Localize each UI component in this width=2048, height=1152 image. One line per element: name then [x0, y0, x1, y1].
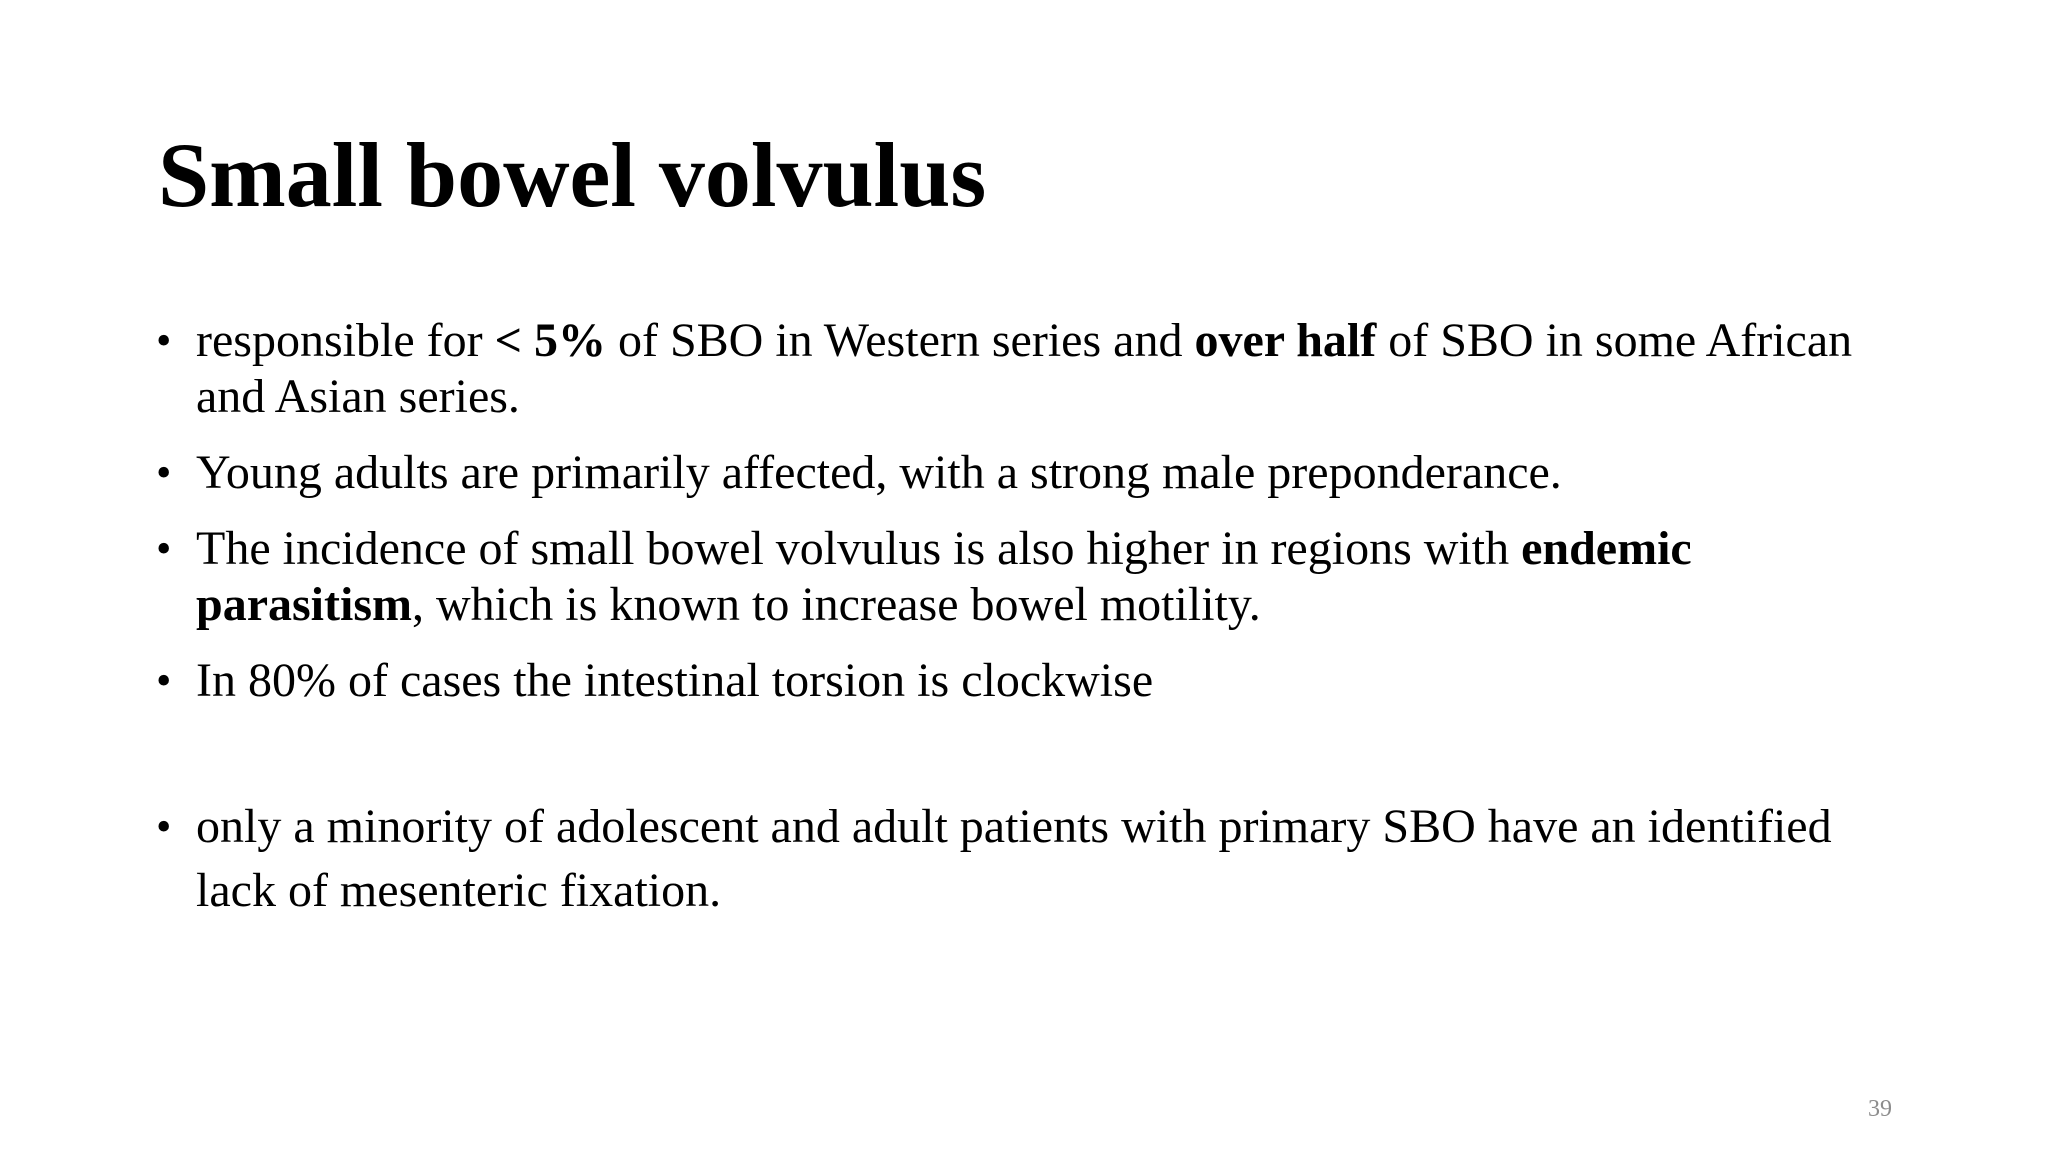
bullet-text	[196, 314, 1852, 423]
bullet-item	[150, 521, 1890, 633]
bullet-segment: responsible for	[196, 314, 495, 367]
bullet-segment: , which is known to increase bowel motility.	[412, 578, 1261, 631]
bullet-item	[150, 653, 1890, 709]
bullet-segment: Young adults are primarily affected, with a strong male preponderance.	[196, 446, 1562, 499]
bullet-list	[150, 313, 1890, 923]
bullet-text	[196, 800, 1832, 917]
bullet-dot-icon: •	[156, 802, 172, 851]
bullet-dot-icon: •	[156, 448, 172, 497]
bullet-segment: The incidence of small bowel volvulus is also higher in regions with	[196, 522, 1522, 575]
bullet-segment: In 80% of cases the intestinal torsion is clockwise	[196, 654, 1154, 707]
bullet-item	[150, 795, 1890, 923]
bullet-text	[196, 654, 1153, 707]
bullet-dot-icon: •	[156, 316, 172, 365]
bullet-segment: of SBO in some African and Asian series.	[196, 314, 1853, 423]
bullet-segment: of SBO in Western series and	[605, 314, 1195, 367]
page-number: 39	[1868, 1096, 1892, 1122]
bullet-segment-bold: over half	[1194, 314, 1377, 367]
bullet-text	[196, 446, 1562, 499]
bullet-segment-bold: < 5%	[494, 314, 606, 367]
bullet-item	[150, 445, 1890, 501]
bullet-text	[196, 522, 1692, 631]
bullet-segment-bold: endemic parasitism	[196, 522, 1692, 631]
bullet-dot-icon: •	[156, 656, 172, 705]
slide-title: Small bowel volvulus	[158, 124, 987, 226]
bullet-dot-icon: •	[156, 524, 172, 573]
bullet-item	[150, 313, 1890, 425]
bullet-segment: only a minority of adolescent and adult patients with primary SBO have an identified lack of mesenteric fixation.	[196, 800, 1832, 917]
